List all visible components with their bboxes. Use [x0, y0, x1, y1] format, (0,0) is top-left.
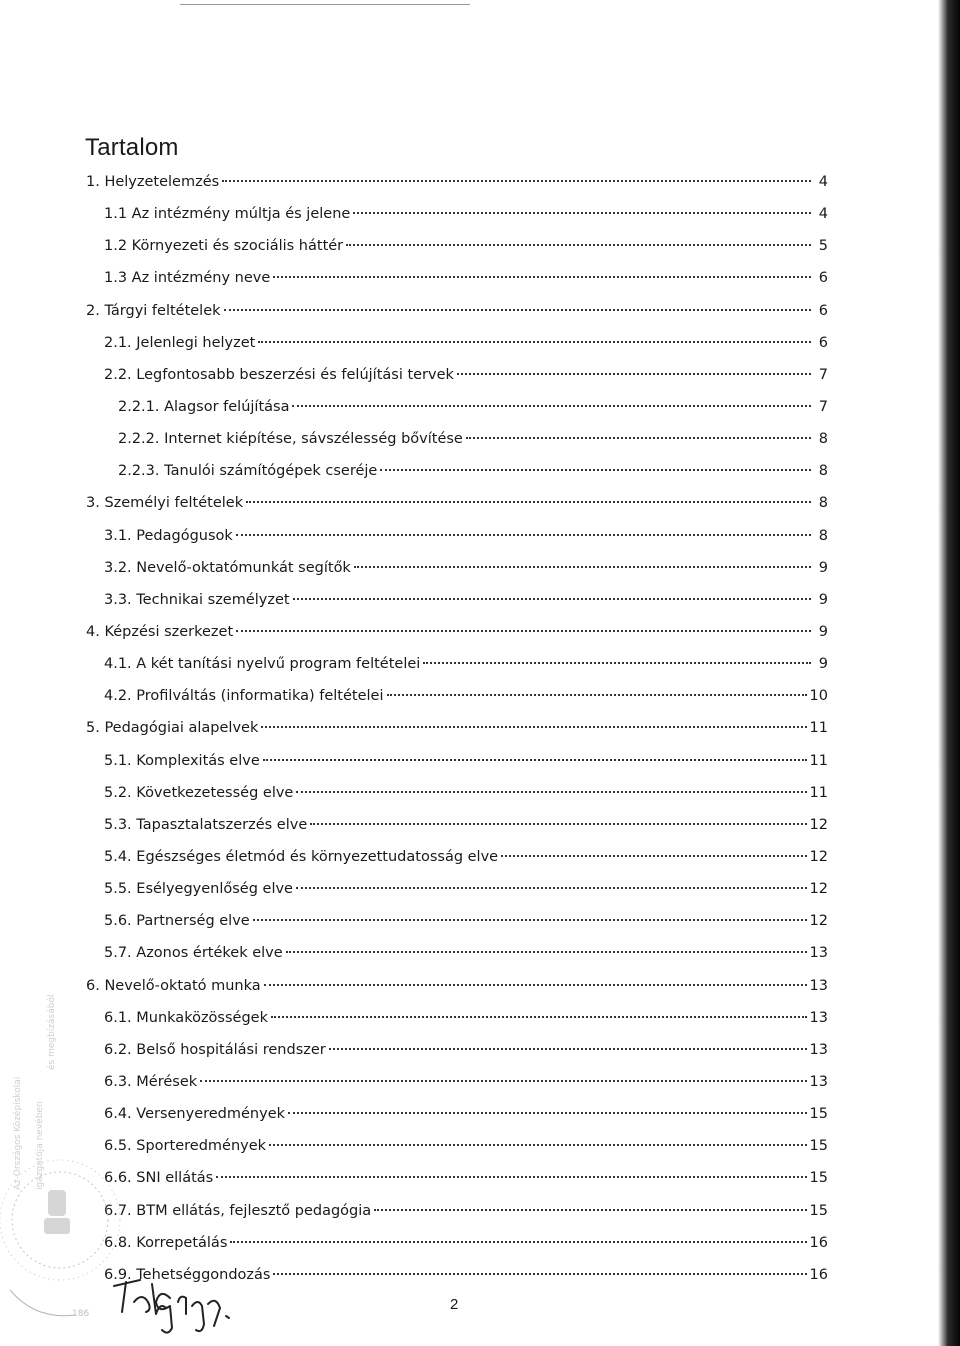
toc-entry: [86, 1227, 828, 1259]
toc-entry-label: 2.2.2. Internet kiépítése, sávszélesség bővítése: [118, 431, 463, 448]
toc-entry-page: 8: [818, 463, 828, 480]
toc-entry: [86, 648, 828, 680]
toc-entry-label: 6.7. BTM ellátás, fejlesztő pedagógia: [104, 1202, 372, 1219]
toc-entry: [86, 777, 828, 809]
toc-entry: [86, 1002, 828, 1034]
toc-entry-label: 6. Nevelő-oktató munka: [86, 977, 261, 994]
toc-entry-page: 13: [809, 977, 828, 994]
toc-entry: [86, 327, 828, 359]
toc-entry-label: 2. Tárgyi feltételek: [86, 302, 221, 319]
svg-text:igazgatója nevében: igazgatója nevében: [35, 1101, 45, 1190]
toc-entry-page: 13: [809, 1041, 828, 1058]
page-title: Tartalom: [85, 134, 179, 161]
toc-entry-page: 9: [818, 656, 828, 673]
toc-dot-leader: [286, 951, 807, 953]
toc-entry-page: 16: [809, 1266, 828, 1283]
svg-text:és megbízásából: és megbízásából: [47, 994, 57, 1070]
toc-entry: [86, 1195, 828, 1227]
toc-entry-page: 12: [809, 913, 828, 930]
toc-entry-label: 6.2. Belső hospitálási rendszer: [104, 1041, 326, 1058]
toc-dot-leader: [346, 244, 811, 246]
toc-entry-page: 15: [809, 1170, 828, 1187]
toc-entry: [86, 584, 828, 616]
toc-dot-leader: [273, 1273, 806, 1275]
toc-entry-page: 12: [809, 816, 828, 833]
toc-dot-leader: [222, 180, 811, 182]
toc-entry-label: 5.6. Partnerség elve: [104, 913, 250, 930]
svg-text:186: 186: [72, 1309, 90, 1319]
toc-dot-leader: [374, 1209, 806, 1211]
toc-entry-page: 15: [809, 1138, 828, 1155]
toc-dot-leader: [293, 598, 811, 600]
toc-entry-page: 8: [818, 431, 828, 448]
toc-entry: [86, 1130, 828, 1162]
toc-entry-page: 9: [818, 623, 828, 640]
toc-dot-leader: [296, 887, 807, 889]
toc-dot-leader: [353, 212, 811, 214]
toc-entry-label: 3.2. Nevelő-oktatómunkát segítők: [104, 559, 351, 576]
scan-top-rule: [180, 4, 470, 5]
toc-dot-leader: [224, 309, 811, 311]
toc-entry-label: 6.5. Sporteredmények: [104, 1138, 267, 1155]
toc-dot-leader: [288, 1112, 807, 1114]
toc-dot-leader: [230, 1241, 806, 1243]
toc-dot-leader: [258, 341, 811, 343]
toc-dot-leader: [236, 534, 811, 536]
toc-entry-label: 5.3. Tapasztalatszerzés elve: [104, 816, 308, 833]
toc-entry: [86, 230, 828, 262]
toc-entry: [86, 198, 828, 230]
toc-entry-page: 4: [818, 174, 828, 190]
toc-entry-page: 4: [818, 206, 828, 223]
toc-entry-page: 13: [809, 1073, 828, 1090]
toc-dot-leader: [263, 759, 807, 761]
toc-dot-leader: [246, 501, 811, 503]
toc-entry-label: 1.2 Környezeti és szociális háttér: [104, 238, 344, 255]
toc-dot-leader: [466, 437, 811, 439]
toc-entry-label: 5.5. Esélyegyenlőség elve: [104, 881, 293, 898]
toc-entry-page: 9: [818, 591, 828, 608]
toc-entry: [86, 680, 828, 712]
toc-entry-page: 12: [809, 848, 828, 865]
toc-entry-label: 1.3 Az intézmény neve: [104, 270, 271, 287]
toc-dot-leader: [269, 1144, 807, 1146]
toc-dot-leader: [387, 694, 807, 696]
toc-entry-page: 8: [818, 495, 828, 512]
toc-entry: [86, 423, 828, 455]
toc-entry-label: 6.1. Munkaközösségek: [104, 1009, 268, 1026]
toc-dot-leader: [380, 469, 811, 471]
toc-entry-label: 2.2. Legfontosabb beszerzési és felújítási tervek: [104, 366, 454, 383]
toc-dot-leader: [423, 662, 811, 664]
toc-entry-label: 3. Személyi feltételek: [86, 495, 244, 512]
toc-entry: [86, 262, 828, 294]
toc-entry: [86, 487, 828, 519]
toc-entry-page: 13: [809, 1009, 828, 1026]
toc-entry-label: 3.3. Technikai személyzet: [104, 591, 290, 608]
toc-entry-label: 5.2. Következetesség elve: [104, 784, 294, 801]
toc-entry-label: 1.1 Az intézmény múltja és jelene: [104, 206, 351, 223]
toc-entry-page: 7: [818, 398, 828, 415]
toc-entry: [86, 841, 828, 873]
toc-dot-leader: [273, 276, 811, 278]
toc-entry: [86, 359, 828, 391]
toc-entry: [86, 1066, 828, 1098]
toc-entry-label: 5.7. Azonos értékek elve: [104, 945, 283, 962]
toc-dot-leader: [261, 726, 806, 728]
toc-entry-page: 13: [809, 945, 828, 962]
page-number: 2: [450, 1296, 459, 1313]
toc-entry-label: 5. Pedagógiai alapelvek: [86, 720, 259, 737]
toc-entry-page: 7: [818, 366, 828, 383]
toc-dot-leader: [271, 1016, 807, 1018]
toc-entry: [86, 905, 828, 937]
toc-entry-page: 5: [818, 238, 828, 255]
toc-entry: [86, 616, 828, 648]
toc-entry: [86, 712, 828, 744]
toc-dot-leader: [329, 1048, 807, 1050]
toc-dot-leader: [253, 919, 807, 921]
table-of-contents: [86, 166, 828, 1291]
toc-entry-label: 4.2. Profilváltás (informatika) feltételei: [104, 688, 384, 705]
toc-entry-label: 1. Helyzetelemzés: [86, 174, 220, 190]
toc-entry-page: 11: [809, 752, 828, 769]
toc-entry: [86, 809, 828, 841]
toc-dot-leader: [200, 1080, 806, 1082]
toc-dot-leader: [457, 373, 811, 375]
toc-dot-leader: [501, 855, 806, 857]
toc-entry-label: 6.3. Mérések: [104, 1073, 198, 1090]
toc-entry-label: 2.1. Jelenlegi helyzet: [104, 334, 256, 351]
toc-entry: [86, 1162, 828, 1194]
toc-entry: [86, 520, 828, 552]
toc-dot-leader: [296, 791, 806, 793]
toc-entry-page: 15: [809, 1106, 828, 1123]
toc-entry: [86, 745, 828, 777]
toc-entry-label: 2.2.1. Alagsor felújítása: [118, 398, 290, 415]
toc-dot-leader: [264, 984, 807, 986]
svg-text:Az Országos Középiskolai: Az Országos Középiskolai: [13, 1076, 23, 1190]
toc-entry-page: 11: [809, 720, 828, 737]
toc-dot-leader: [310, 823, 806, 825]
toc-dot-leader: [354, 566, 811, 568]
toc-entry-label: 4.1. A két tanítási nyelvű program feltételei: [104, 656, 421, 673]
handwritten-signature: [108, 1268, 258, 1338]
toc-entry: [86, 295, 828, 327]
toc-entry: [86, 455, 828, 487]
toc-entry: [86, 1034, 828, 1066]
toc-entry-page: 16: [809, 1234, 828, 1251]
toc-entry: [86, 391, 828, 423]
toc-entry-page: 8: [818, 527, 828, 544]
toc-entry-label: 4. Képzési szerkezet: [86, 623, 234, 640]
toc-entry: [86, 970, 828, 1002]
toc-entry-label: 6.4. Versenyeredmények: [104, 1106, 286, 1123]
toc-entry-page: 10: [809, 688, 828, 705]
toc-entry-page: 9: [818, 559, 828, 576]
toc-entry: [86, 166, 828, 198]
toc-entry: [86, 552, 828, 584]
toc-dot-leader: [216, 1176, 806, 1178]
toc-entry-page: 6: [818, 334, 828, 351]
toc-entry-label: 6.8. Korrepetálás: [104, 1234, 228, 1251]
toc-entry-page: 11: [809, 784, 828, 801]
toc-entry-label: 6.9. Tehetséggondozás: [104, 1266, 271, 1283]
toc-entry-label: 2.2.3. Tanulói számítógépek cseréje: [118, 463, 378, 480]
toc-entry-page: 15: [809, 1202, 828, 1219]
toc-entry-page: 6: [818, 302, 828, 319]
toc-entry: [86, 1098, 828, 1130]
toc-entry-page: 12: [809, 881, 828, 898]
toc-entry-label: 5.1. Komplexitás elve: [104, 752, 260, 769]
toc-dot-leader: [292, 405, 811, 407]
toc-entry-label: 3.1. Pedagógusok: [104, 527, 233, 544]
toc-entry: [86, 937, 828, 969]
toc-entry-label: 6.6. SNI ellátás: [104, 1170, 214, 1187]
toc-entry-page: 6: [818, 270, 828, 287]
toc-dot-leader: [236, 630, 811, 632]
toc-entry-label: 5.4. Egészséges életmód és környezettudatosság elve: [104, 848, 499, 865]
scan-right-edge-shadow: [938, 0, 960, 1346]
toc-entry: [86, 873, 828, 905]
